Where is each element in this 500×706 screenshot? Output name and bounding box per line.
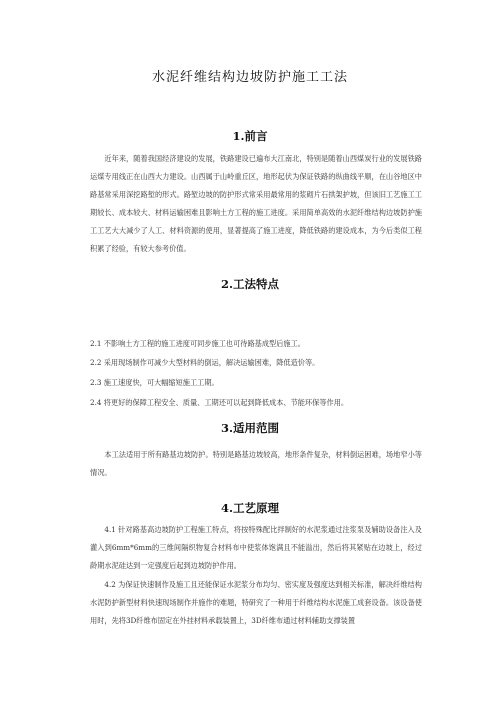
document-title: 水泥纤维结构边坡防护施工工法 bbox=[151, 70, 348, 85]
section-heading-principle: 4.工艺原理 bbox=[220, 501, 279, 515]
section-heading-features: 2.工法特点 bbox=[220, 277, 279, 291]
feature-item: 2.4 将更好的保障工程安全、质量、工期还可以起到降低成本、节能环保等作用。 bbox=[90, 398, 349, 407]
feature-item: 2.3 施工速度快，可大幅缩短施工工期。 bbox=[90, 378, 219, 387]
scope-paragraph: 本工法适用于所有路基边坡防护。特别是路基边坡较高，地形条件复杂，材料倒运困难，场地窄小等情况。 bbox=[90, 450, 422, 477]
principle-paragraph: 4.1 针对路基高边坡防护工程施工特点，将按特殊配比拌制好的水泥浆通过注浆泵及辅助设备注入及灌入到6mm*6mm的三维间隔织物复合材料布中使浆体饱满且不能溢出，然后将其紧贴在边坡上，经过龄期水泥硅达到一定强度后起到边坡防护作用。 bbox=[90, 525, 422, 570]
feature-item: 2.1 不影响土方工程的施工进度可同步施工也可待路基成型后施工。 bbox=[90, 339, 305, 348]
principle-paragraph: 4.2 为保证快速制作及施工且还能保证水泥浆分布均匀、密实度及强度达到相关标准，解决纤维结构水泥防护新型材料快速现场制作并施作的难题，特研究了一种用于纤维结构水泥施工成套设备。该设备使用时，先将3D纤维布固定在外挂材料承载装置上，3D纤维布通过材料辅助支撑装置 bbox=[90, 580, 422, 625]
section-heading-scope: 3.适用范围 bbox=[220, 421, 279, 435]
section-heading-preface: 1.前言 bbox=[232, 129, 268, 143]
feature-item: 2.2 采用现场制作可减少大型材料的倒运，解决运输困难，降低造价等。 bbox=[90, 358, 320, 367]
preface-paragraph: 近年来，随着我国经济建设的发展，铁路建设已遍布大江南北，特别是随着山西煤炭行业的发展铁路运煤专用线正在山西大力建设。山西属于山岭重丘区，地形起伏为保证铁路的纵曲线平顺，在山谷地区中路基常采用深挖路堑的形式。路堑边坡的防护形式常采用最常用的浆砌片石拱架护坡，但该旧工艺施工工期较长、成本较大、材料运输困难且影响土方工程的施工进度。采用简单高效的水泥纤维结构边坡防护施工工艺大大减少了人工、材料资源的使用，显著提高了施工进度，降低铁路的建设成本，为今后类似工程积累了经验，有较大参考价值。 bbox=[90, 154, 422, 253]
